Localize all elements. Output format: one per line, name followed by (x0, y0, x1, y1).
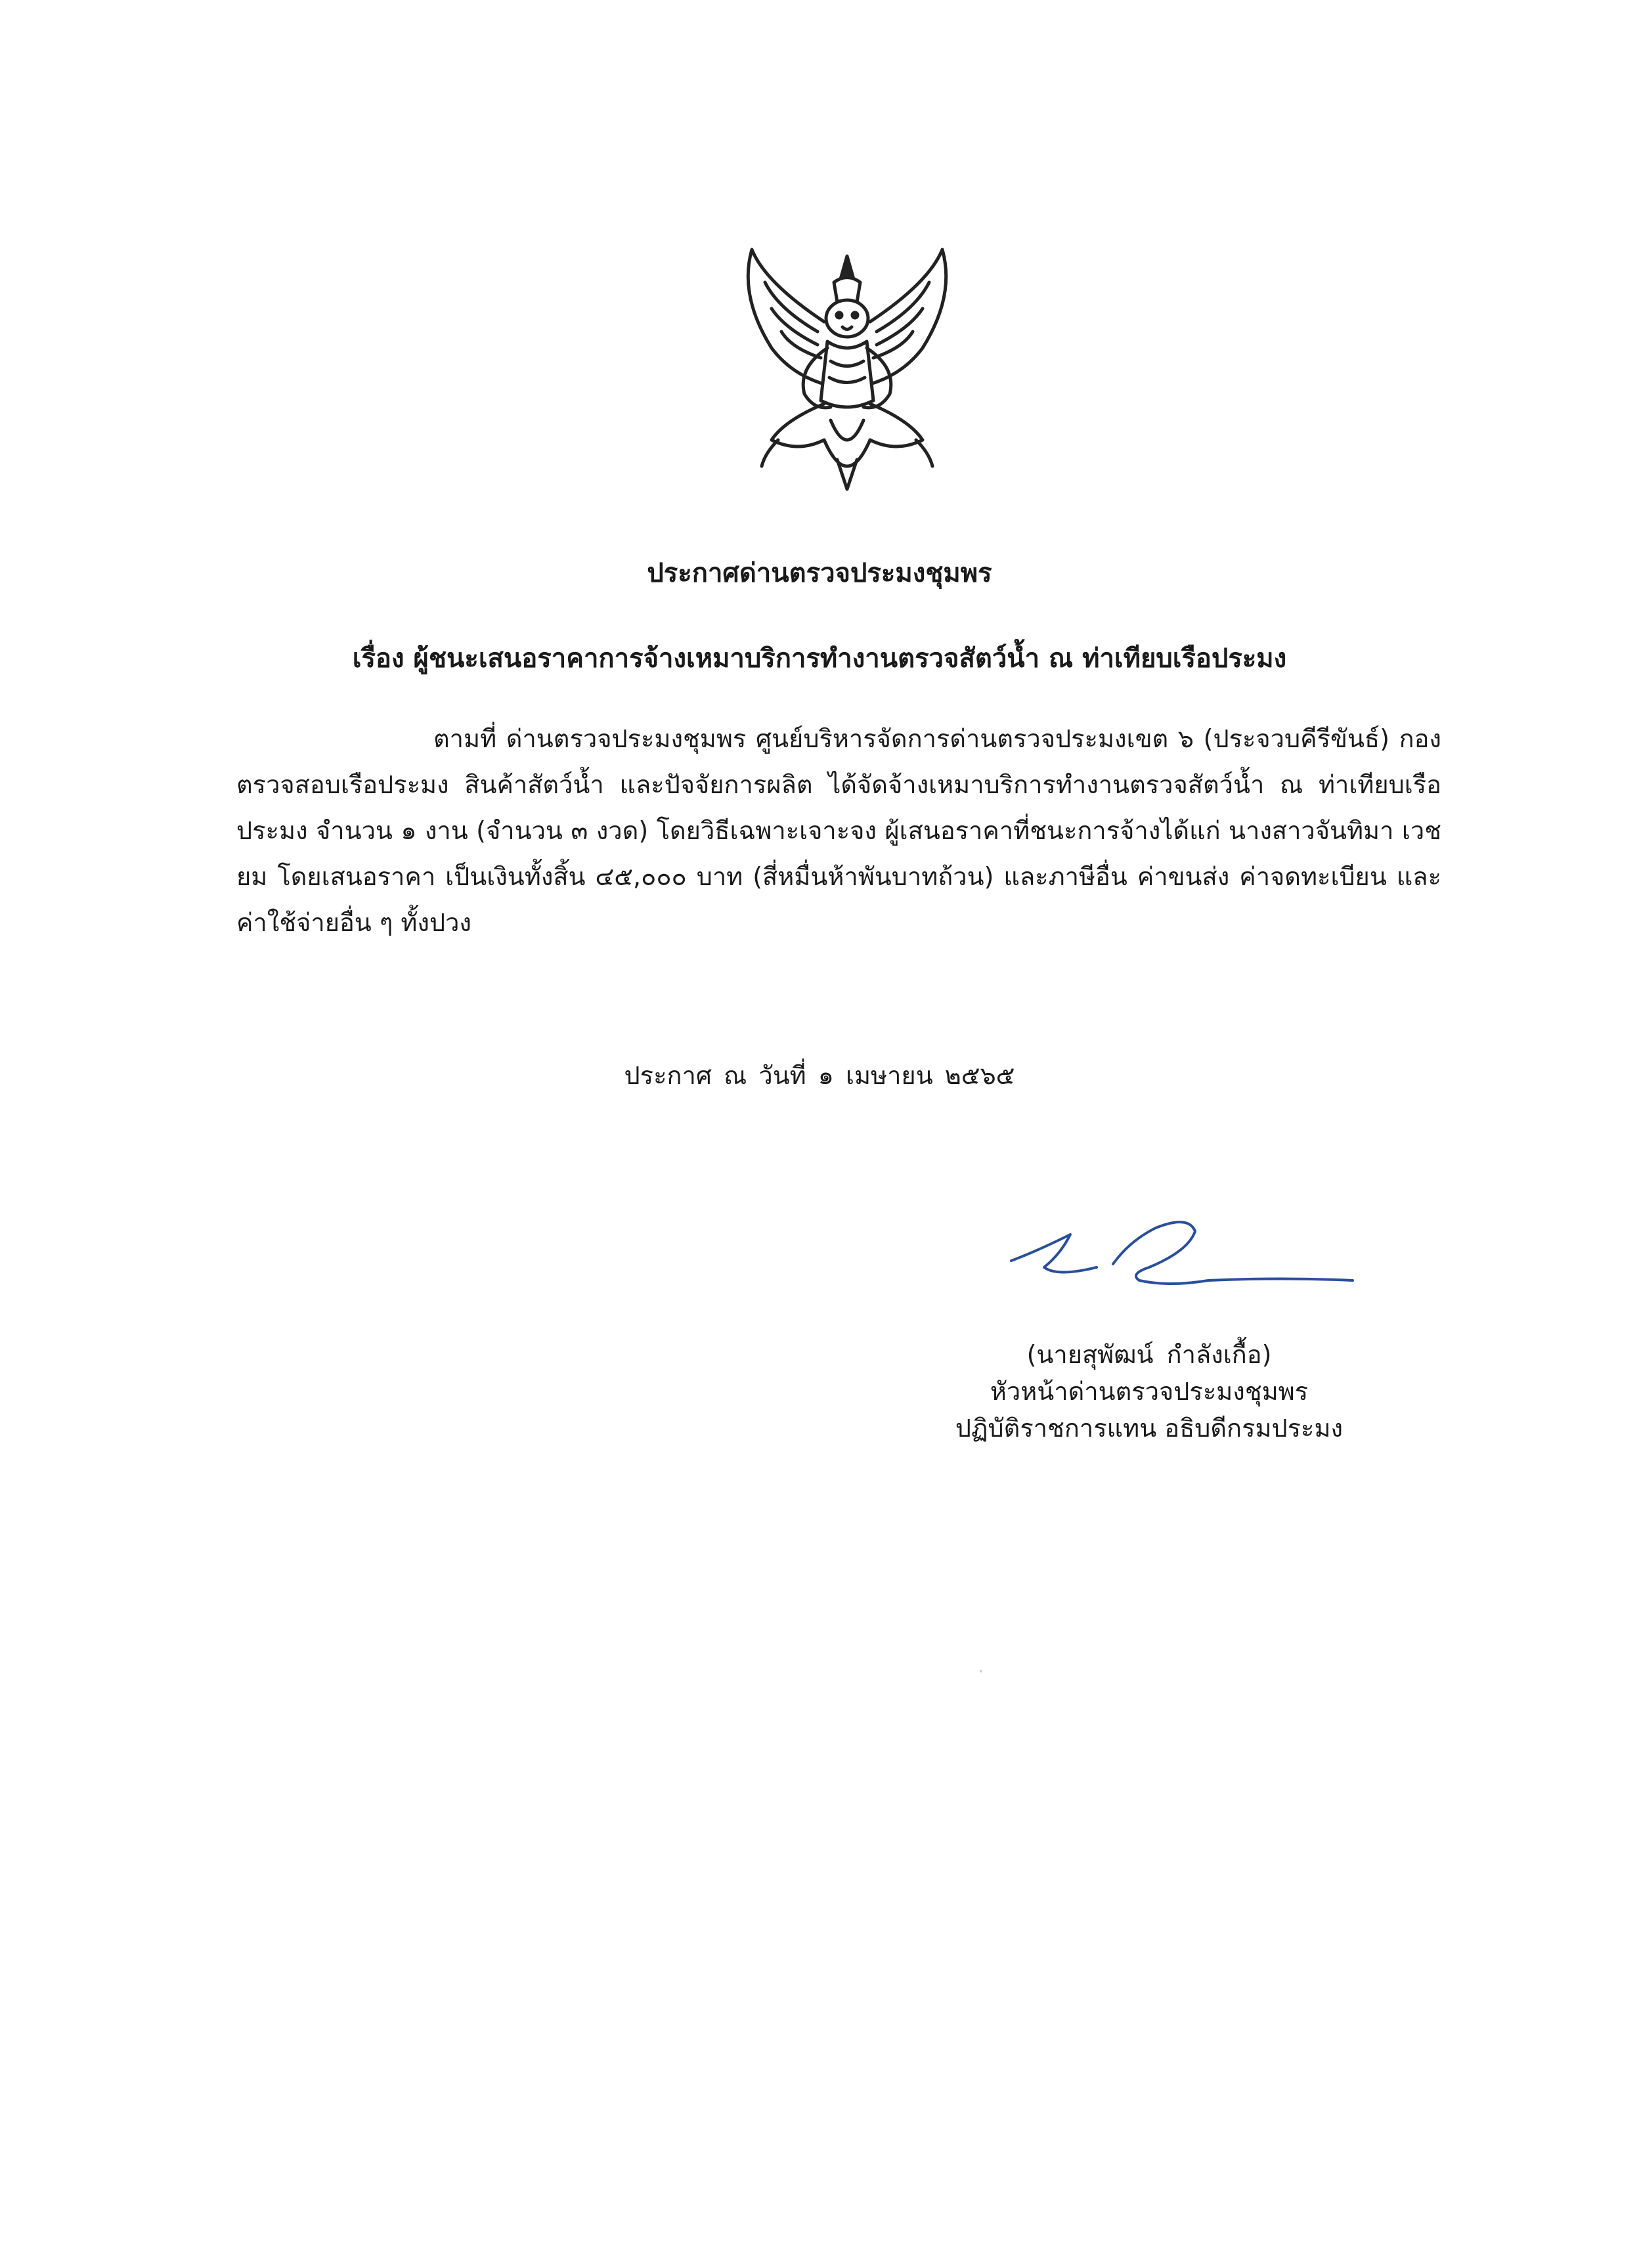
signatory-acting-for: ปฏิบัติราชการแทน อธิบดีกรมประมง (955, 1414, 1344, 1443)
signature-icon (998, 1189, 1366, 1307)
signature-block (854, 1336, 1445, 1447)
signatory-position: หัวหน้าด่านตรวจประมงชุมพร (990, 1377, 1309, 1406)
garuda-emblem-icon (726, 243, 969, 499)
announce-date: ประกาศ ณ วันที่ ๑ เมษายน ๒๕๖๕ (624, 1061, 1015, 1090)
scan-speck (980, 1670, 982, 1672)
office-title: ประกาศด่านตรวจประมงชุมพร (647, 558, 992, 588)
body-paragraph (236, 716, 1441, 946)
signatory-name: (นายสุพัฒน์ กำลังเกื้อ) (1026, 1340, 1272, 1369)
body-text: ตามที่ ด่านตรวจประมงชุมพร ศูนย์บริหารจัดการด่านตรวจประมงเขต ๖ (ประจวบคีรีขันธ์) กองตรวจสอบเรือประมง สินค้าสัตว์น้ำ และปัจจัยการผลิต ได้จัดจ้างเหมาบริการทำงานตรวจสัตว์น้ำ ณ ท่าเทียบเรือประมง จำนวน ๑ งาน (จำนวน ๓ งวด) โดยวิธีเฉพาะเจาะจง ผู้เสนอราคาที่ชนะการจ้างได้แก่ นางสาวจันทิมา เวชยม โดยเสนอราคา เป็นเงินทั้งสิ้น ๔๕,๐๐๐ บาท (สี่หมื่นห้าพันบาทถ้วน) และภาษีอื่น ค่าขนส่ง ค่าจดทะเบียน และค่าใช้จ่ายอื่น ๆ ทั้งปวง (236, 724, 1441, 937)
subject-title: เรื่อง ผู้ชนะเสนอราคาการจ้างเหมาบริการทำงานตรวจสัตว์น้ำ ณ ท่าเทียบเรือประมง (352, 643, 1287, 674)
